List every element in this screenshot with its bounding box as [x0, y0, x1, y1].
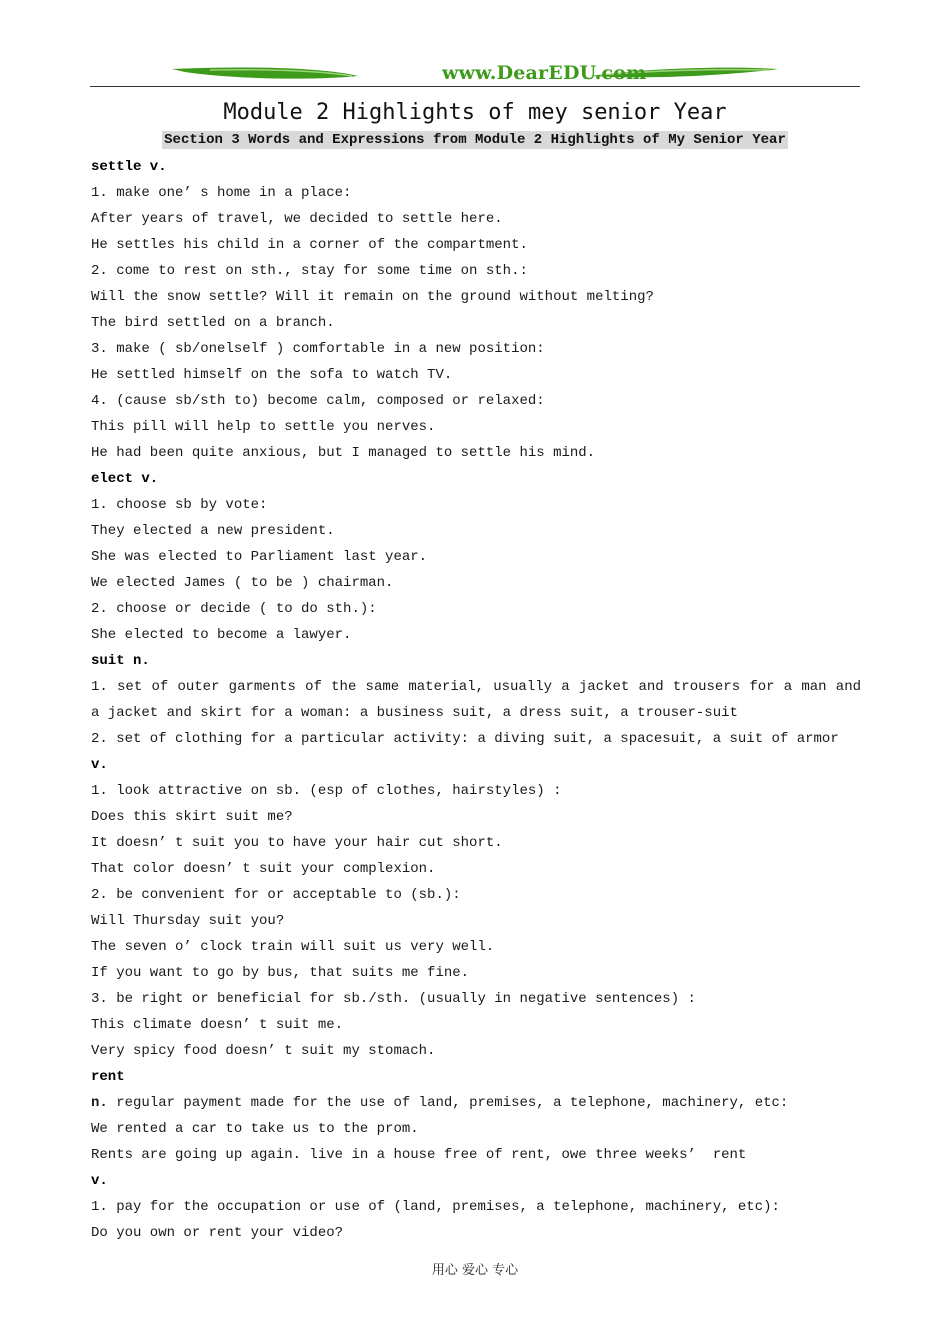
text-line: 1. make one’ s home in a place: — [91, 185, 352, 201]
text-line: We elected James ( to be ) chairman. — [91, 575, 394, 591]
text-line: 2. be convenient for or acceptable to (sb.): — [91, 887, 461, 903]
page-footer: 用心 爱心 专心 — [431, 1263, 519, 1278]
text-line: 1. set of outer garments of the same material, usually a jacket and trousers for a man and — [91, 679, 861, 695]
header-rule — [90, 86, 860, 87]
text-line: He settled himself on the sofa to watch TV. — [91, 367, 453, 383]
subtitle-container — [0, 130, 950, 149]
text-line: This climate doesn’ t suit me. — [91, 1017, 344, 1033]
text-line: Will Thursday suit you? — [91, 913, 285, 929]
definition-text: regular payment made for the use of land, premises, a telephone, machinery, etc: — [107, 1095, 789, 1111]
text-line: We rented a car to take us to the prom. — [91, 1121, 419, 1137]
text-line: 4. (cause sb/sth to) become calm, composed or relaxed: — [91, 393, 545, 409]
text-line: 1. look attractive on sb. (esp of clothes, hairstyles) : — [91, 783, 562, 799]
text-line: She was elected to Parliament last year. — [91, 549, 428, 565]
text-line: She elected to become a lawyer. — [91, 627, 352, 643]
entry-heading: elect v. — [91, 471, 159, 487]
text-line: Very spicy food doesn’ t suit my stomach. — [91, 1043, 436, 1059]
page-title: Module 2 Highlights of mey senior Year — [223, 100, 727, 125]
text-line: It doesn’ t suit you to have your hair cut short. — [91, 835, 503, 851]
text-line: 3. make ( sb/onelself ) comfortable in a new position: — [91, 341, 545, 357]
part-of-speech-label: n. — [91, 1095, 108, 1111]
text-line: 1. choose sb by vote: — [91, 497, 268, 513]
text-line: 2. choose or decide ( to do sth.): — [91, 601, 377, 617]
text-line: They elected a new president. — [91, 523, 335, 539]
text-line: a jacket and skirt for a woman: a business suit, a dress suit, a trouser-suit — [91, 705, 738, 721]
text-line: The bird settled on a branch. — [91, 315, 335, 331]
text-line: 3. be right or beneficial for sb./sth. (usually in negative sentences) : — [91, 991, 696, 1007]
text-line: The seven o’ clock train will suit us very well. — [91, 939, 495, 955]
text-line — [91, 1090, 861, 1116]
text-line: 2. set of clothing for a particular activity: a diving suit, a spacesuit, a suit of armor — [91, 731, 839, 747]
section-subtitle: Section 3 Words and Expressions from Module 2 Highlights of My Senior Year — [164, 132, 786, 148]
text-line: He had been quite anxious, but I managed to settle his mind. — [91, 445, 596, 461]
entry-heading: v. — [91, 1173, 108, 1189]
text-line: If you want to go by bus, that suits me fine. — [91, 965, 470, 981]
text-line: He settles his child in a corner of the compartment. — [91, 237, 528, 253]
text-line: Rents are going up again. live in a house free of rent, owe three weeks’ rent — [91, 1147, 747, 1163]
document-body — [91, 154, 861, 1246]
site-logo-text: www.DearEDU.com — [442, 62, 647, 84]
text-line: 2. come to rest on sth., stay for some time on sth.: — [91, 263, 528, 279]
text-line: Do you own or rent your video? — [91, 1225, 344, 1241]
text-line: Does this skirt suit me? — [91, 809, 293, 825]
text-line: This pill will help to settle you nerves. — [91, 419, 436, 435]
entry-heading: v. — [91, 757, 108, 773]
entry-heading: settle v. — [91, 159, 167, 175]
entry-heading: rent — [91, 1069, 125, 1085]
entry-heading: suit n. — [91, 653, 150, 669]
text-line: Will the snow settle? Will it remain on the ground without melting? — [91, 289, 654, 305]
text-line: That color doesn’ t suit your complexion. — [91, 861, 436, 877]
text-line: 1. pay for the occupation or use of (land, premises, a telephone, machinery, etc): — [91, 1199, 780, 1215]
text-line: After years of travel, we decided to settle here. — [91, 211, 503, 227]
